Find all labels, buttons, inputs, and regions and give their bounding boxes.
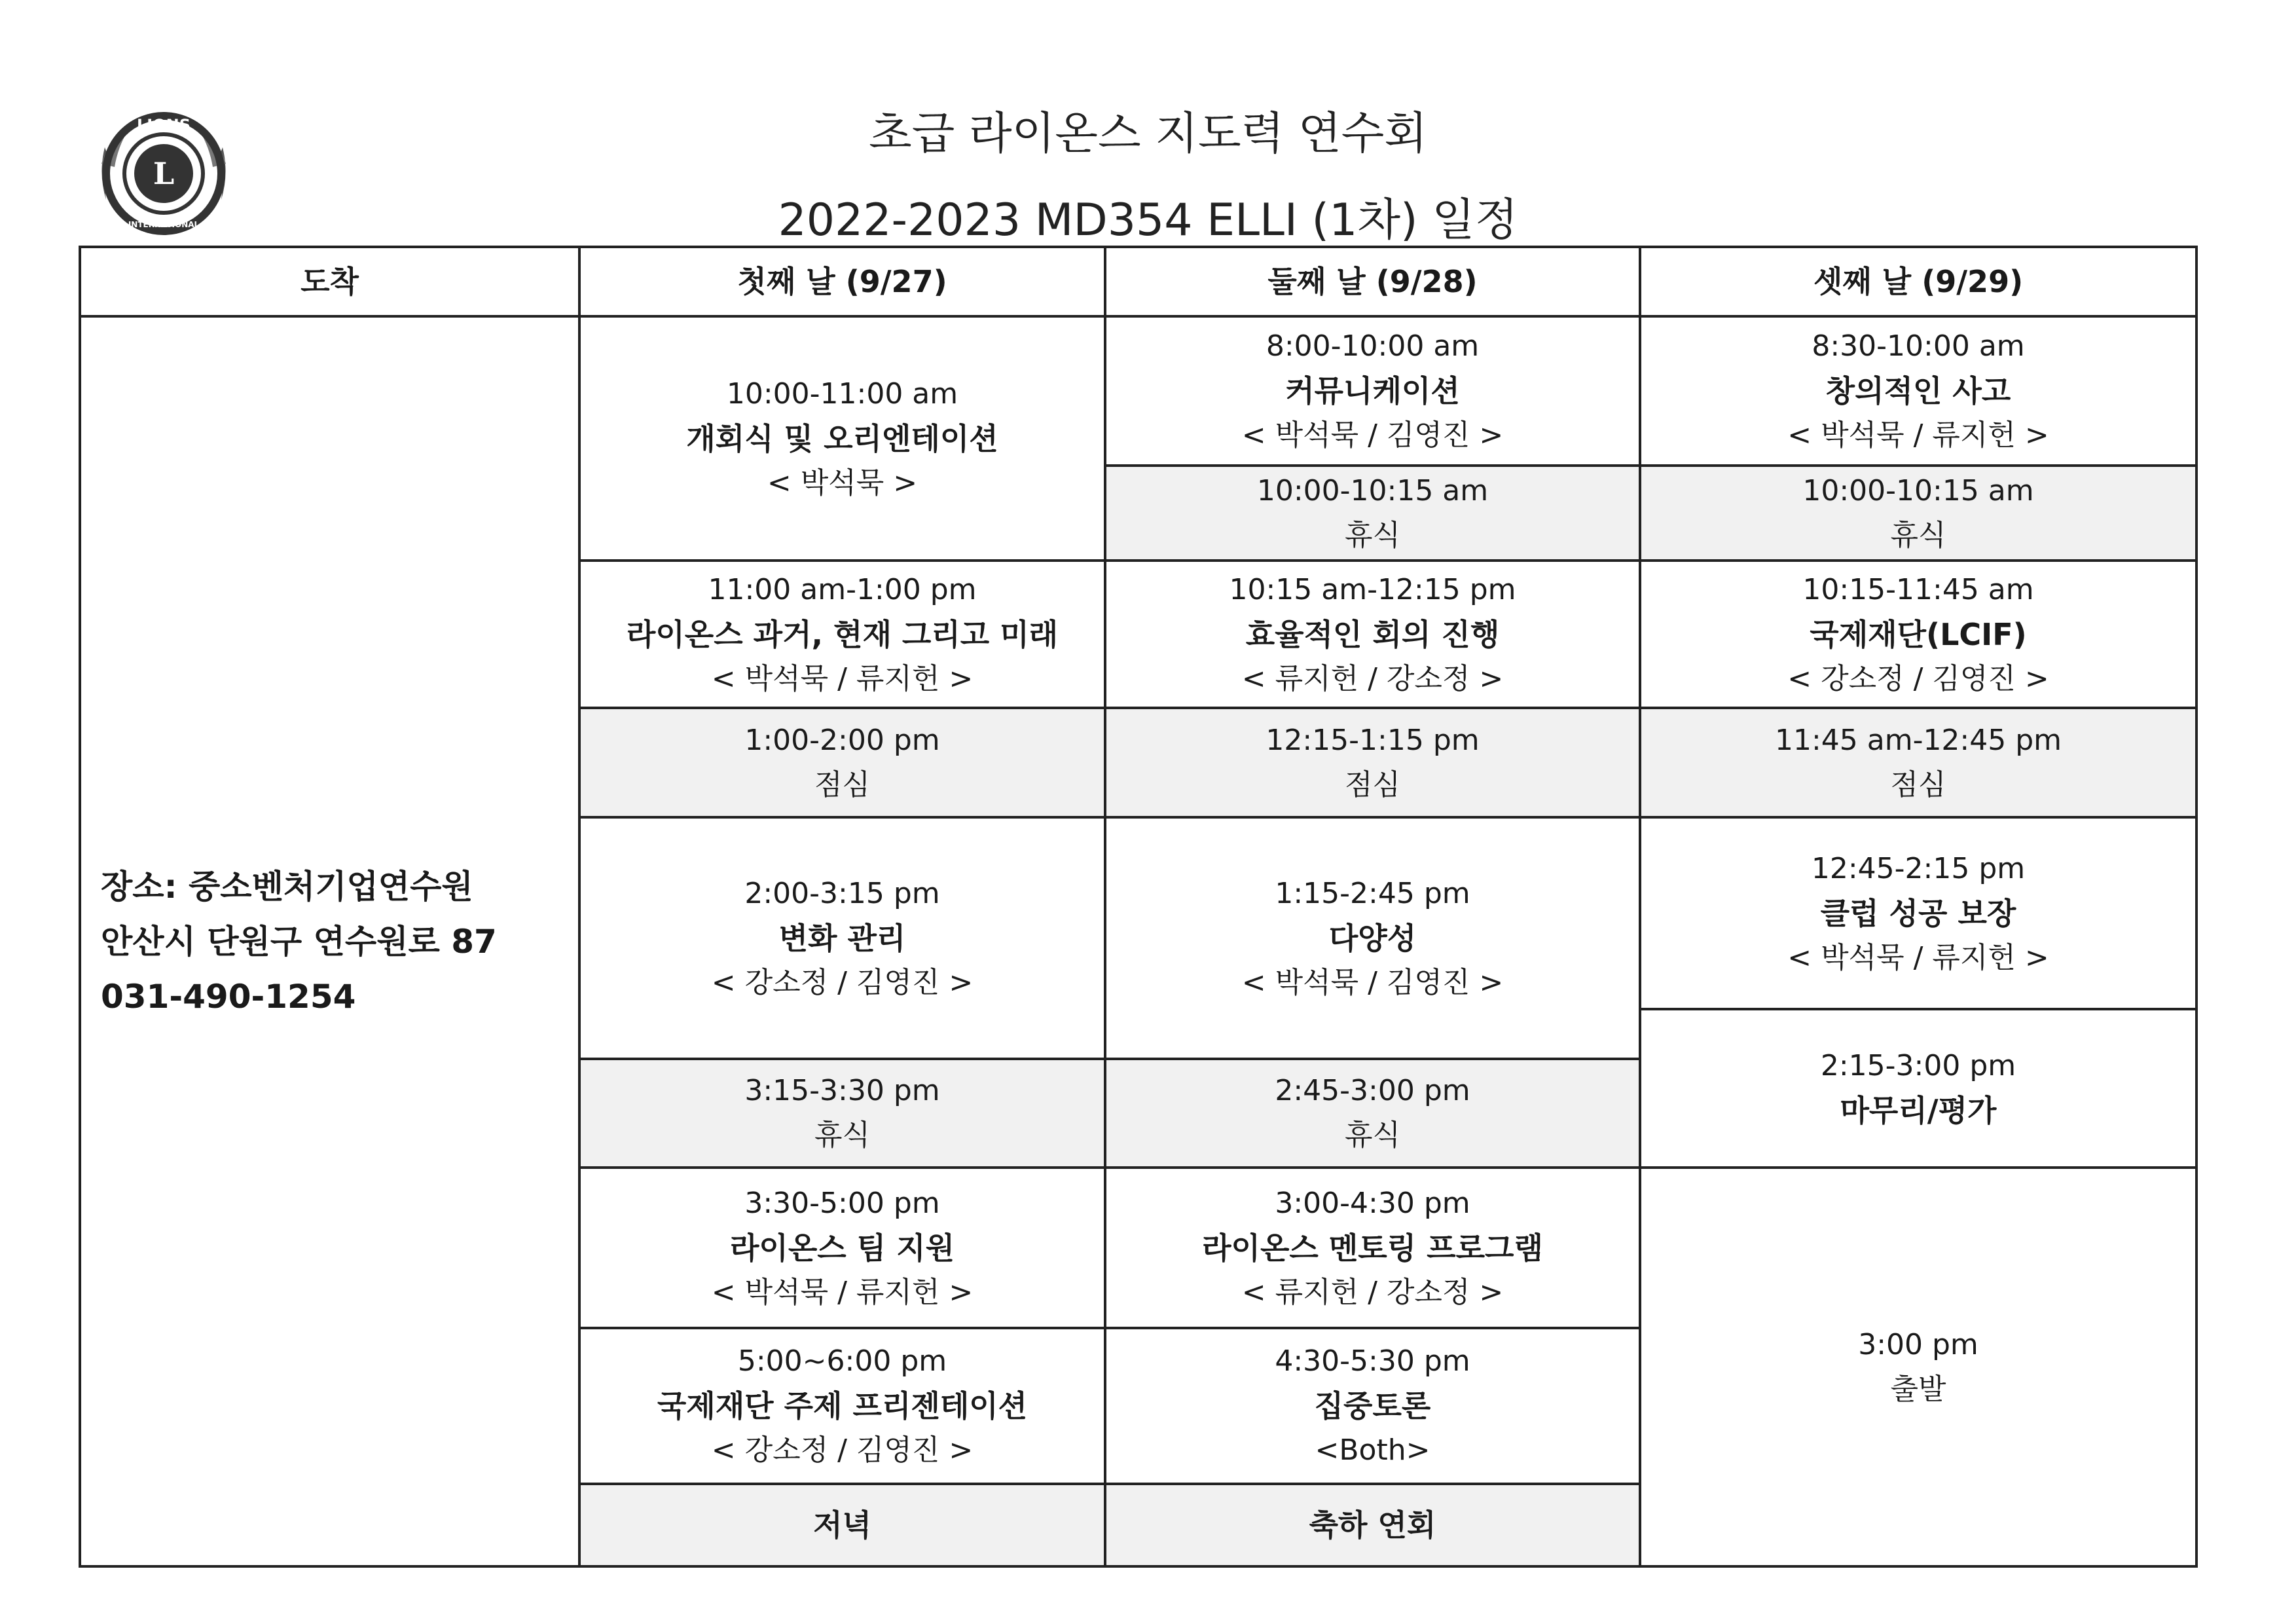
session-time: 3:15-3:30 pm xyxy=(744,1074,940,1107)
venue-address: 안산시 단원구 연수원로 87 xyxy=(101,922,497,961)
session-title: 라이온스 과거, 현재 그리고 미래 xyxy=(626,616,1059,652)
venue-name: 장소: 중소벤처기업연수원 xyxy=(101,867,473,906)
day2-lunch xyxy=(1105,708,1640,817)
day1-change-management xyxy=(579,817,1105,1059)
session-speakers: < 강소정 / 김영진 > xyxy=(711,1433,974,1467)
session-speakers: < 강소정 / 김영진 > xyxy=(1787,661,2049,695)
venue-cell xyxy=(80,316,579,1566)
logo-top-text: LIONS xyxy=(137,116,191,134)
session-title: 휴식 xyxy=(814,1118,870,1152)
day3-creative xyxy=(1640,316,2196,466)
page-subtitle: 2022-2023 MD354 ELLI (1차) 일정 xyxy=(778,194,1518,246)
day2-break1 xyxy=(1105,466,1640,561)
day1-past-present-future xyxy=(579,561,1105,708)
session-time: 4:30-5:30 pm xyxy=(1275,1344,1470,1378)
day2-diversity xyxy=(1105,817,1640,1059)
session-time: 11:45 am-12:45 pm xyxy=(1774,723,2062,757)
session-time: 3:00-4:30 pm xyxy=(1275,1186,1470,1220)
session-title: 커뮤니케이션 xyxy=(1285,373,1460,409)
day3-closing xyxy=(1640,1009,2196,1168)
session-speakers: <Both> xyxy=(1315,1433,1430,1467)
schedule-table xyxy=(79,246,2198,1568)
day3-lunch xyxy=(1640,708,2196,817)
session-title: 라이온스 멘토링 프로그램 xyxy=(1202,1230,1543,1266)
session-time: 8:00-10:00 am xyxy=(1266,329,1480,363)
session-title: 점심 xyxy=(1344,767,1400,802)
day2-break2 xyxy=(1105,1059,1640,1168)
session-time: 10:15-11:45 am xyxy=(1802,572,2034,606)
header-day1: 첫째 날 (9/27) xyxy=(579,247,1105,316)
session-speakers: < 강소정 / 김영진 > xyxy=(711,965,974,999)
day2-communication xyxy=(1105,316,1640,466)
session-time: 2:45-3:00 pm xyxy=(1275,1074,1470,1107)
day1-team-support xyxy=(579,1168,1105,1328)
page-title: 초급 라이온스 지도력 연수회 xyxy=(868,108,1428,160)
day1-dinner xyxy=(579,1484,1105,1566)
day1-break xyxy=(579,1059,1105,1168)
venue-phone: 031-490-1254 xyxy=(101,977,356,1016)
session-title: 저녁 xyxy=(813,1507,871,1543)
session-speakers: < 박석묵 / 류지헌 > xyxy=(711,1275,974,1309)
day1-opening xyxy=(579,316,1105,561)
session-title: 창의적인 사고 xyxy=(1825,373,2011,409)
session-time: 10:00-10:15 am xyxy=(1256,473,1489,507)
session-time: 12:15-1:15 pm xyxy=(1266,723,1480,757)
day3-departure xyxy=(1640,1168,2196,1566)
session-speakers: < 박석묵 / 김영진 > xyxy=(1241,418,1504,452)
session-time: 1:15-2:45 pm xyxy=(1275,876,1470,910)
session-title: 점심 xyxy=(814,767,870,802)
session-title: 휴식 xyxy=(1344,1118,1400,1152)
session-time: 10:00-10:15 am xyxy=(1802,473,2034,507)
session-time: 1:00-2:00 pm xyxy=(744,723,940,757)
session-time: 12:45-2:15 pm xyxy=(1811,851,2026,885)
session-title: 축하 연회 xyxy=(1309,1507,1436,1543)
session-speakers: < 박석묵 / 류지헌 > xyxy=(1787,418,2049,452)
session-title: 출발 xyxy=(1890,1372,1946,1406)
day2-celebration xyxy=(1105,1484,1640,1566)
session-speakers: < 박석묵 / 류지헌 > xyxy=(711,661,974,695)
header-arrival: 도착 xyxy=(80,247,579,316)
session-time: 8:30-10:00 am xyxy=(1812,329,2025,363)
session-speakers: < 류지헌 / 강소정 > xyxy=(1241,1275,1504,1309)
session-title: 클럽 성공 보장 xyxy=(1820,895,2016,931)
session-time: 10:00-11:00 am xyxy=(726,377,958,411)
session-title: 다양성 xyxy=(1328,920,1417,956)
session-title: 국제재단(LCIF) xyxy=(1810,616,2027,652)
session-title: 효율적인 회의 진행 xyxy=(1245,616,1500,652)
day2-meeting xyxy=(1105,561,1640,708)
session-title: 국제재단 주제 프리젠테이션 xyxy=(657,1388,1028,1424)
day2-mentoring xyxy=(1105,1168,1640,1328)
session-time: 2:15-3:00 pm xyxy=(1820,1049,2016,1082)
day3-break1 xyxy=(1640,466,2196,561)
session-time: 3:30-5:00 pm xyxy=(744,1186,940,1220)
session-speakers: < 박석묵 / 류지헌 > xyxy=(1787,940,2049,974)
day3-lcif xyxy=(1640,561,2196,708)
header-day3: 셋째 날 (9/29) xyxy=(1640,247,2196,316)
day3-club-success xyxy=(1640,817,2196,1009)
session-time: 5:00~6:00 pm xyxy=(737,1344,947,1378)
day2-discussion xyxy=(1105,1328,1640,1484)
logo-letter: L xyxy=(153,156,175,191)
day1-lunch xyxy=(579,708,1105,817)
session-title: 휴식 xyxy=(1344,518,1400,552)
session-title: 마무리/평가 xyxy=(1840,1093,1997,1128)
session-time: 11:00 am-1:00 pm xyxy=(708,572,977,606)
session-title: 개회식 및 오리엔테이션 xyxy=(686,420,998,456)
logo-bottom-text: INTERNATIONAL xyxy=(128,220,200,229)
session-time: 10:15 am-12:15 pm xyxy=(1229,572,1516,606)
session-title: 라이온스 팀 지원 xyxy=(729,1230,955,1266)
session-title: 집중토론 xyxy=(1314,1388,1431,1424)
session-title: 점심 xyxy=(1890,767,1946,802)
day1-lcif-presentation xyxy=(579,1328,1105,1484)
session-speakers: < 류지헌 / 강소정 > xyxy=(1241,661,1504,695)
session-time: 2:00-3:15 pm xyxy=(744,876,940,910)
session-title: 변화 관리 xyxy=(778,920,906,956)
session-title: 휴식 xyxy=(1890,518,1946,552)
header-day2: 둘째 날 (9/28) xyxy=(1105,247,1640,316)
session-speakers: < 박석묵 > xyxy=(767,466,918,500)
session-time: 3:00 pm xyxy=(1858,1327,1978,1361)
session-speakers: < 박석묵 / 김영진 > xyxy=(1241,965,1504,999)
